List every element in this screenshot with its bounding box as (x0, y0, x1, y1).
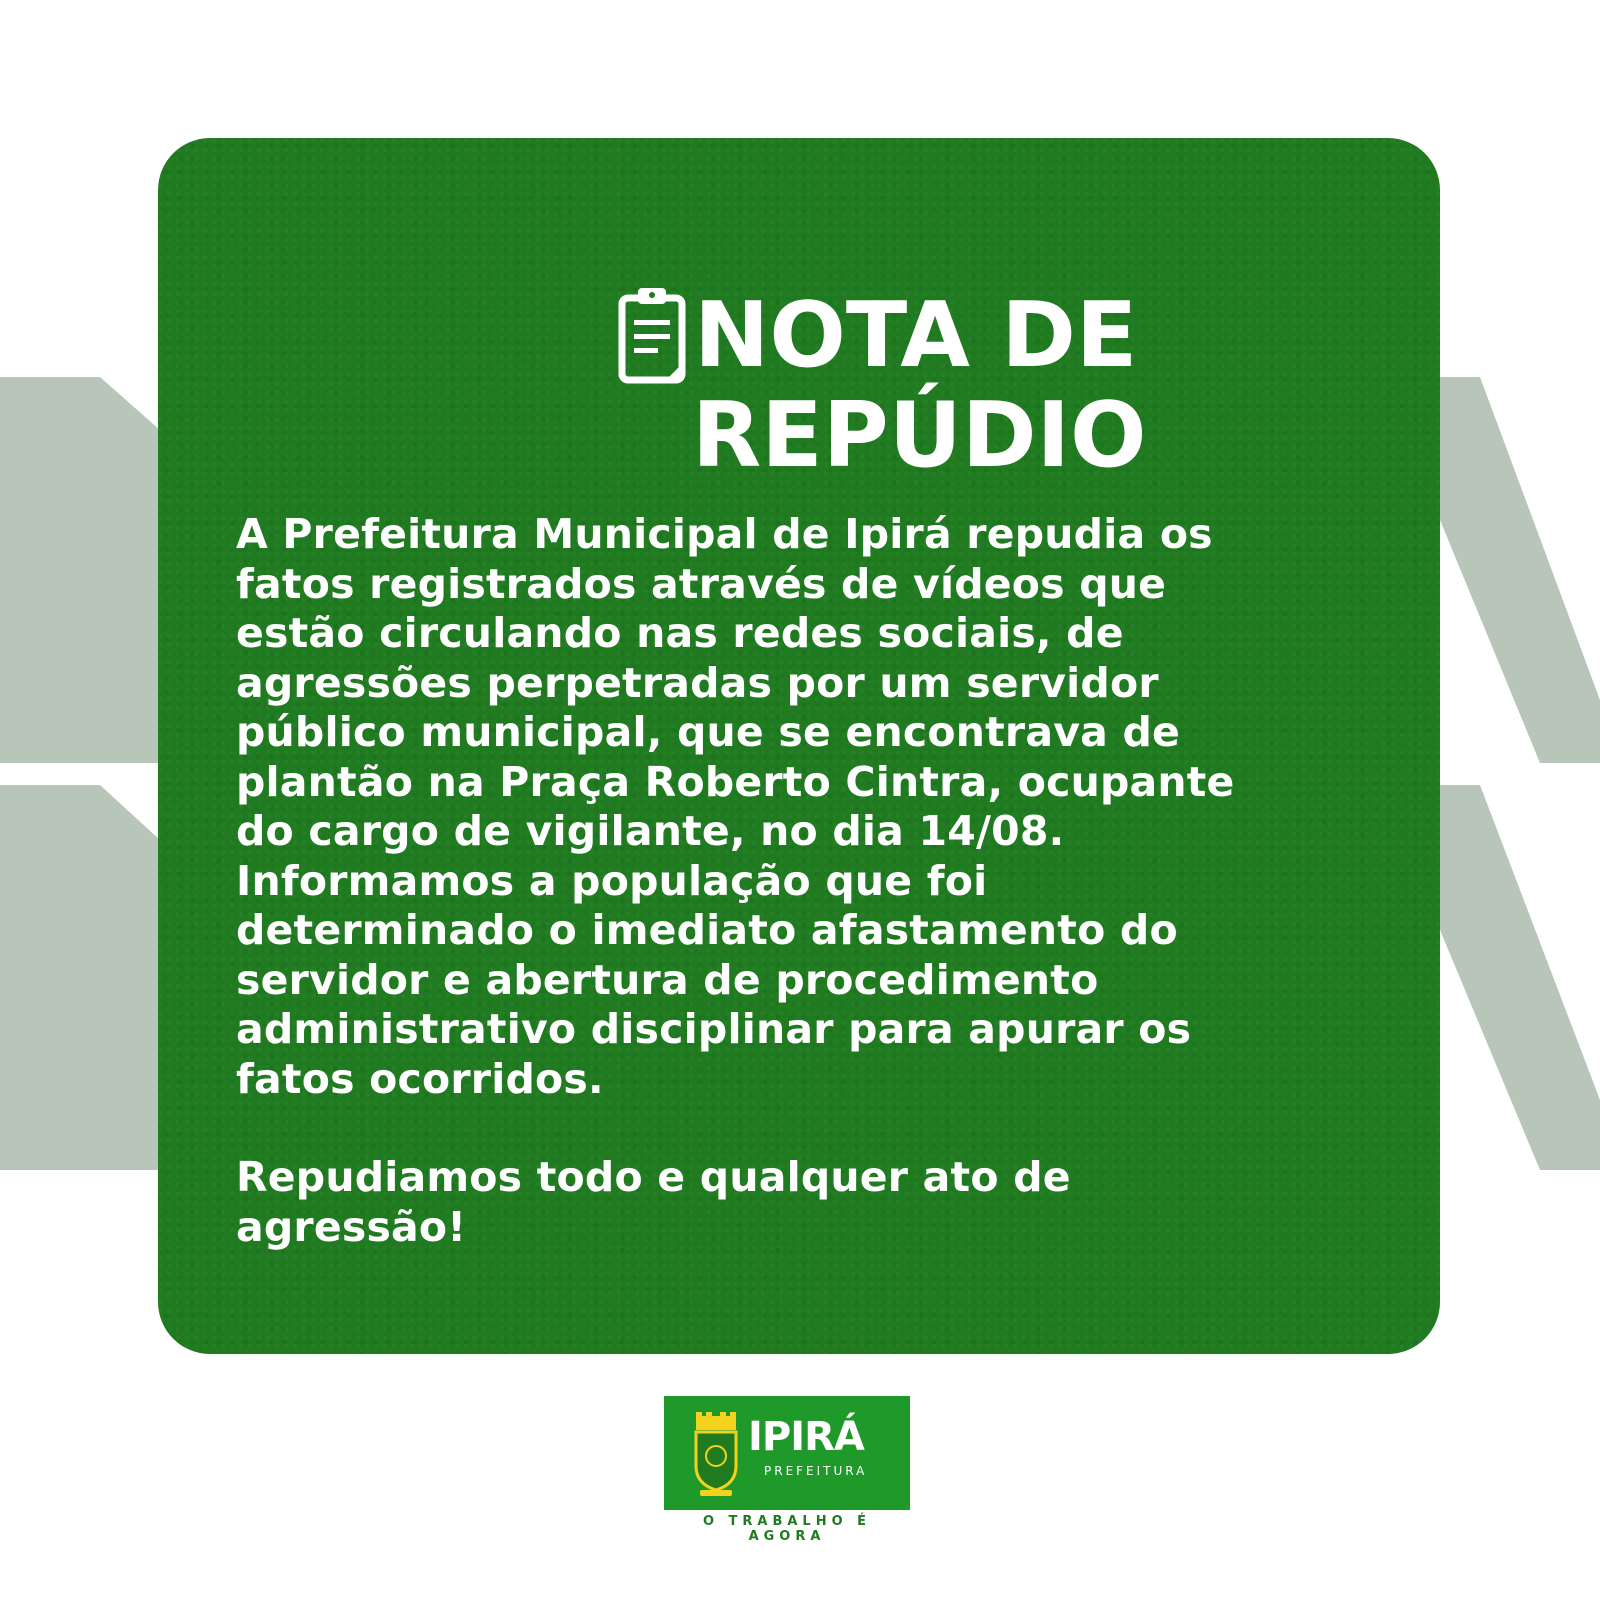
clipboard-icon (616, 286, 688, 384)
body-line: estão circulando nas redes sociais, de (236, 609, 1124, 657)
body-line: fatos ocorridos. (236, 1054, 604, 1103)
closing-line: Repudiamos todo e qualquer ato de (236, 1153, 1071, 1201)
body-line: Informamos a população que foi (236, 856, 988, 905)
prefeitura-logo (664, 1396, 910, 1510)
body-line: determinado o imediato afastamento do (236, 906, 1178, 954)
title-line2: REPÚDIO (692, 383, 1147, 488)
background-letter-a-right (1440, 377, 1600, 1170)
body-line: agressões perpetradas por um servidor (236, 658, 1159, 707)
title-line1: NOTA DE (694, 283, 1138, 388)
paragraph-gap (236, 1104, 1366, 1153)
logo-subtitle: PREFEITURA (764, 1464, 868, 1478)
body-line: servidor e abertura de procedimento (236, 955, 1099, 1004)
closing-line: agressão! (236, 1202, 467, 1251)
notice-body (236, 510, 1366, 1252)
background-letter-n-left (0, 377, 160, 1170)
body-line: administrativo disciplinar para apurar os (236, 1005, 1192, 1053)
notice-card (158, 138, 1440, 1354)
body-line: público municipal, que se encontrava de (236, 708, 1181, 756)
body-line: fatos registrados através de vídeos que (236, 559, 1167, 608)
slogan: O TRABALHO É AGORA (702, 1514, 872, 1544)
crest-icon (692, 1412, 740, 1498)
body-line: A Prefeitura Municipal de Ipirá repudia os (236, 510, 1213, 558)
logo-name: IPIRÁ (748, 1414, 864, 1460)
body-line: plantão na Praça Roberto Cintra, ocupante (236, 757, 1235, 806)
body-line: do cargo de vigilante, no dia 14/08. (236, 807, 1065, 855)
